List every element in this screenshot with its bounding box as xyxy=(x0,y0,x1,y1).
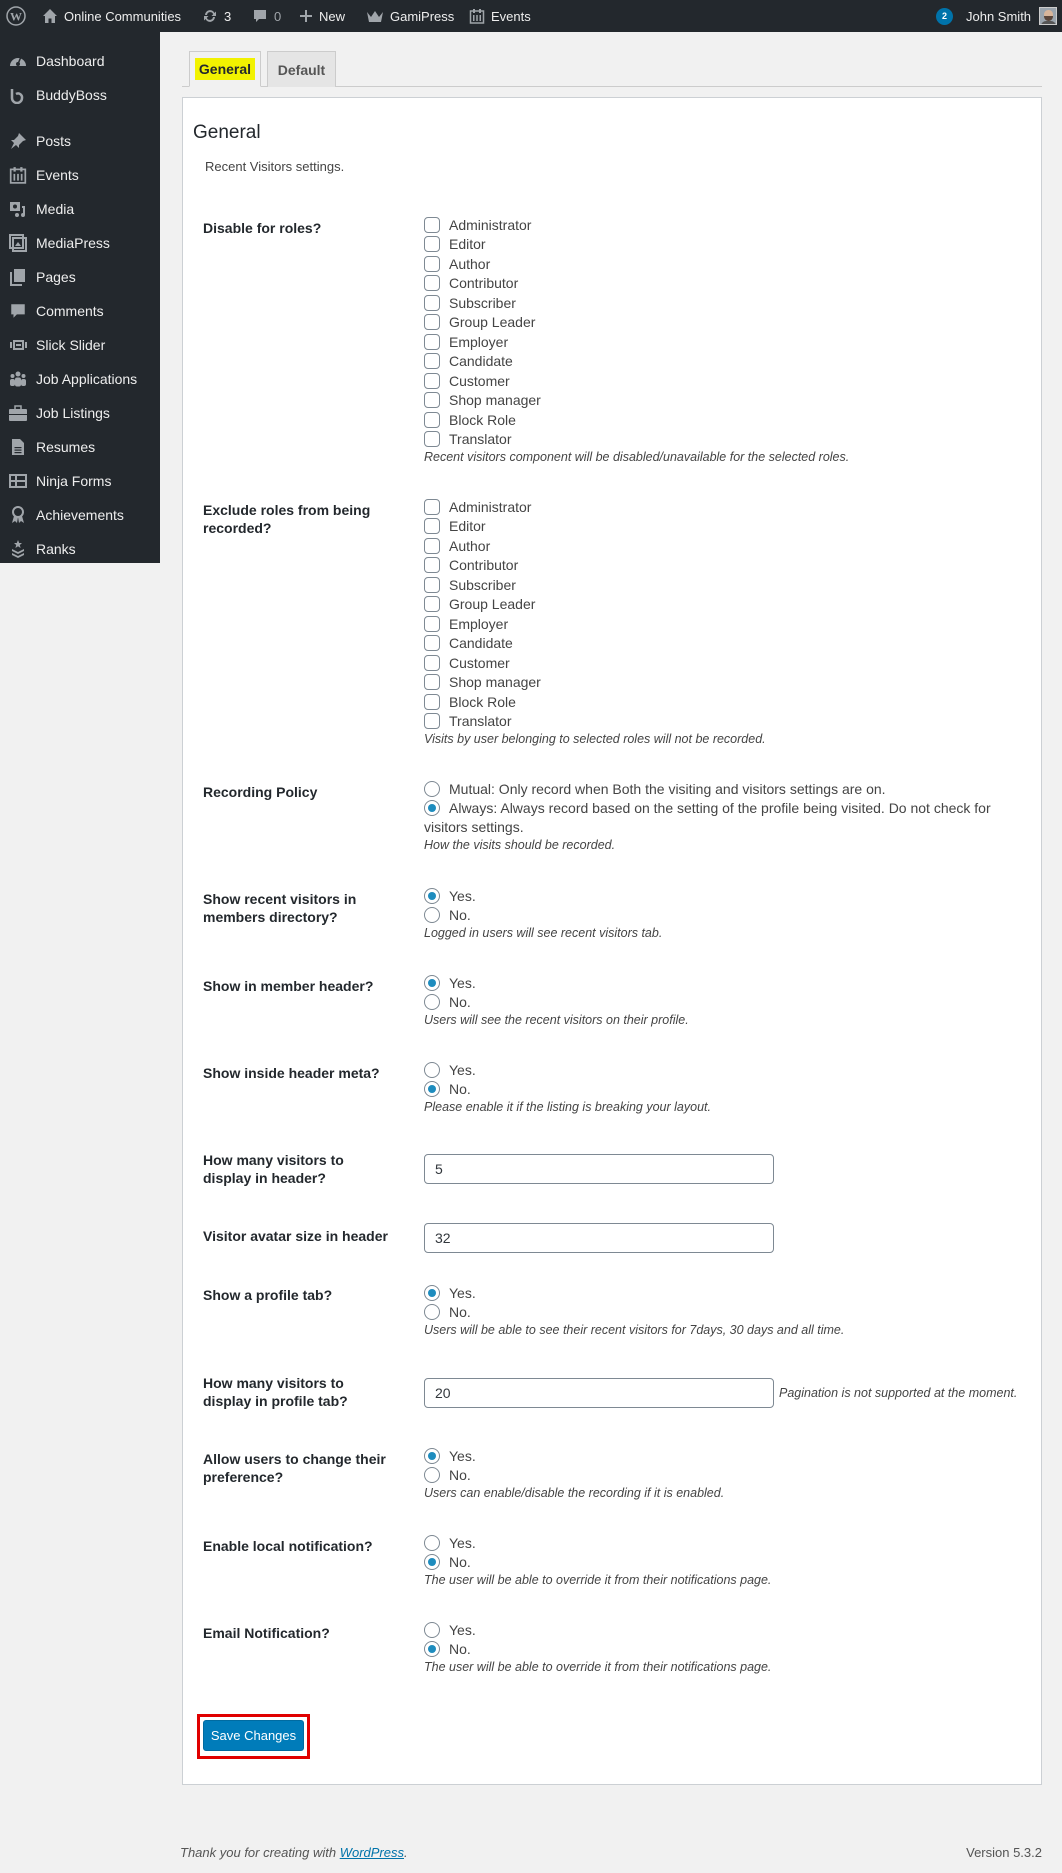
comment-icon xyxy=(252,8,268,24)
show-in-header-label: Show in member header? xyxy=(203,978,374,994)
sidebar-item-resumes[interactable]: Resumes xyxy=(0,430,160,464)
sidebar-item-buddyboss[interactable]: BuddyBoss xyxy=(0,78,160,112)
disable-role-customer[interactable]: Customer xyxy=(424,371,510,390)
tab-default[interactable]: Default xyxy=(267,51,336,87)
sidebar-item-pages[interactable]: Pages xyxy=(0,260,160,294)
exclude-role-administrator[interactable]: Administrator xyxy=(424,497,531,516)
tab-general[interactable]: General xyxy=(189,51,261,87)
radio-button[interactable] xyxy=(424,1535,440,1551)
exclude-role-contributor[interactable]: Contributor xyxy=(424,555,518,574)
dashboard-icon xyxy=(0,52,36,70)
exclude-role-customer[interactable]: Customer xyxy=(424,653,510,672)
checkbox[interactable] xyxy=(424,373,440,389)
show-header-meta-description: Please enable it if the listing is breaking your layout. xyxy=(424,1100,711,1114)
email-notification-description: The user will be able to override it from their notifications page. xyxy=(424,1660,772,1674)
checkbox[interactable] xyxy=(424,431,440,447)
gallery-icon xyxy=(0,234,36,252)
show-in-directory-label: Show recent visitors in members directory? xyxy=(203,891,357,925)
checkbox[interactable] xyxy=(424,314,440,330)
wordpress-logo-button[interactable] xyxy=(6,0,26,32)
footer-thanks: Thank you for creating with WordPress. xyxy=(180,1845,408,1860)
rank-icon xyxy=(0,540,36,558)
sidebar-item-mediapress[interactable]: MediaPress xyxy=(0,226,160,260)
profile-count-input[interactable]: 20 xyxy=(424,1378,774,1408)
events-link[interactable]: Events xyxy=(469,0,531,32)
site-name-link[interactable]: Online Communities xyxy=(42,0,181,32)
checkbox[interactable] xyxy=(424,412,440,428)
crown-icon xyxy=(366,9,384,23)
section-description: Recent Visitors settings. xyxy=(205,159,345,174)
show-in-header-yes[interactable]: Yes. xyxy=(424,973,476,992)
settings-panel xyxy=(182,97,1042,1785)
radio-button[interactable] xyxy=(424,907,440,923)
exclude-role-employer[interactable]: Employer xyxy=(424,614,508,633)
profile-tab-yes[interactable]: Yes. xyxy=(424,1283,476,1302)
checkbox[interactable] xyxy=(424,392,440,408)
new-content-link[interactable]: New xyxy=(299,0,345,32)
radio-button[interactable] xyxy=(424,1081,440,1097)
allow-preference-no[interactable]: No. xyxy=(424,1465,471,1484)
exclude-roles-description: Visits by user belonging to selected roles will not be recorded. xyxy=(424,732,766,746)
recording-policy-always-continued: visitors settings. xyxy=(424,819,524,835)
disable-role-translator[interactable]: Translator xyxy=(424,429,512,448)
forms-icon xyxy=(0,473,36,489)
user-avatar xyxy=(1039,7,1057,25)
allow-preference-label: Allow users to change their preference? xyxy=(203,1451,386,1485)
sidebar-item-comments[interactable]: Comments xyxy=(0,294,160,328)
buddyboss-icon xyxy=(0,86,36,104)
comments-link[interactable]: 0 xyxy=(252,0,281,32)
exclude-role-shop-manager[interactable]: Shop manager xyxy=(424,672,541,691)
avatar-size-label: Visitor avatar size in header xyxy=(203,1228,388,1244)
pages-icon xyxy=(0,268,36,286)
checkbox[interactable] xyxy=(424,713,440,729)
disable-role-subscriber[interactable]: Subscriber xyxy=(424,293,516,312)
exclude-role-subscriber[interactable]: Subscriber xyxy=(424,575,516,594)
disable-role-group-leader[interactable]: Group Leader xyxy=(424,312,535,331)
radio-button[interactable] xyxy=(424,781,440,797)
local-notification-no[interactable]: No. xyxy=(424,1552,471,1571)
footer-version: Version 5.3.2 xyxy=(966,1845,1042,1860)
media-icon xyxy=(0,200,36,218)
allow-preference-description: Users can enable/disable the recording if it is enabled. xyxy=(424,1486,725,1500)
sidebar-item-job-listings[interactable]: Job Listings xyxy=(0,396,160,430)
radio-button[interactable] xyxy=(424,1304,440,1320)
radio-button[interactable] xyxy=(424,975,440,991)
show-in-header-no[interactable]: No. xyxy=(424,992,471,1011)
radio-button[interactable] xyxy=(424,888,440,904)
checkbox[interactable] xyxy=(424,295,440,311)
radio-button[interactable] xyxy=(424,1641,440,1657)
radio-button[interactable] xyxy=(424,800,440,816)
gamipress-link[interactable]: GamiPress xyxy=(366,0,454,32)
recording-policy-mutual[interactable]: Mutual: Only record when Both the visiting and visitors settings are on. xyxy=(424,779,886,798)
radio-button[interactable] xyxy=(424,1448,440,1464)
disable-roles-description: Recent visitors component will be disabled/unavailable for the selected roles. xyxy=(424,450,850,464)
recording-policy-description: How the visits should be recorded. xyxy=(424,838,616,852)
notifications-badge[interactable]: 2 xyxy=(936,0,953,32)
radio-button[interactable] xyxy=(424,1062,440,1078)
radio-button[interactable] xyxy=(424,1467,440,1483)
disable-role-candidate[interactable]: Candidate xyxy=(424,351,513,370)
disable-role-administrator[interactable]: Administrator xyxy=(424,215,531,234)
header-count-label: How many visitors to display in header? xyxy=(203,1152,344,1186)
updates-link[interactable]: 3 xyxy=(202,0,231,32)
wordpress-icon xyxy=(6,6,26,26)
section-title: General xyxy=(193,122,261,143)
profile-tab-description: Users will be able to see their recent visitors for 7days, 30 days and all time. xyxy=(424,1323,845,1337)
show-in-directory-yes[interactable]: Yes. xyxy=(424,886,476,905)
disable-roles-label: Disable for roles? xyxy=(203,220,322,236)
checkbox[interactable] xyxy=(424,674,440,690)
groups-icon xyxy=(0,370,36,388)
profile-count-note: Pagination is not supported at the moment. xyxy=(779,1386,1018,1400)
exclude-roles-label: Exclude roles from being recorded? xyxy=(203,502,371,536)
calendar-icon xyxy=(469,8,485,24)
exclude-role-editor[interactable]: Editor xyxy=(424,516,486,535)
exclude-role-group-leader[interactable]: Group Leader xyxy=(424,594,535,613)
checkbox[interactable] xyxy=(424,557,440,573)
recording-policy-label: Recording Policy xyxy=(203,784,318,800)
exclude-role-author[interactable]: Author xyxy=(424,536,490,555)
calendar-icon xyxy=(0,166,36,184)
exclude-role-translator[interactable]: Translator xyxy=(424,711,512,730)
show-in-directory-no[interactable]: No. xyxy=(424,905,471,924)
disable-role-block-role[interactable]: Block Role xyxy=(424,410,516,429)
show-header-meta-no[interactable]: No. xyxy=(424,1079,471,1098)
checkbox[interactable] xyxy=(424,236,440,252)
exclude-role-candidate[interactable]: Candidate xyxy=(424,633,513,652)
show-in-directory-description: Logged in users will see recent visitors tab. xyxy=(424,926,663,940)
sidebar-item-ninja-forms[interactable]: Ninja Forms xyxy=(0,464,160,498)
checkbox[interactable] xyxy=(424,334,440,350)
checkbox[interactable] xyxy=(424,275,440,291)
checkbox[interactable] xyxy=(424,616,440,632)
checkbox[interactable] xyxy=(424,217,440,233)
svg-text:W: W xyxy=(10,9,22,24)
disable-role-employer[interactable]: Employer xyxy=(424,332,508,351)
comment-icon xyxy=(0,302,36,320)
radio-button[interactable] xyxy=(424,1285,440,1301)
local-notification-description: The user will be able to override it from their notifications page. xyxy=(424,1573,772,1587)
admin-sidebar xyxy=(0,32,160,563)
refresh-icon xyxy=(202,8,218,24)
profile-tab-no[interactable]: No. xyxy=(424,1302,471,1321)
plus-icon xyxy=(299,9,313,23)
document-icon xyxy=(0,438,36,456)
sidebar-item-slick-slider[interactable]: Slick Slider xyxy=(0,328,160,362)
radio-button[interactable] xyxy=(424,994,440,1010)
checkbox[interactable] xyxy=(424,499,440,515)
home-icon xyxy=(42,8,58,24)
show-header-meta-yes[interactable]: Yes. xyxy=(424,1060,476,1079)
show-in-header-description: Users will see the recent visitors on their profile. xyxy=(424,1013,689,1027)
checkbox[interactable] xyxy=(424,655,440,671)
local-notification-label: Enable local notification? xyxy=(203,1538,373,1554)
disable-role-shop-manager[interactable]: Shop manager xyxy=(424,390,541,409)
sidebar-item-ranks[interactable]: Ranks xyxy=(0,532,160,566)
avatar-size-input[interactable]: 32 xyxy=(424,1223,774,1253)
sidebar-item-job-applications[interactable]: Job Applications xyxy=(0,362,160,396)
checkbox[interactable] xyxy=(424,596,440,612)
radio-button[interactable] xyxy=(424,1554,440,1570)
save-changes-button[interactable]: Save Changes xyxy=(203,1720,304,1751)
recording-policy-always[interactable]: Always: Always record based on the setting of the profile being visited. Do not check for xyxy=(424,798,991,817)
checkbox[interactable] xyxy=(424,694,440,710)
checkbox[interactable] xyxy=(424,353,440,369)
checkbox[interactable] xyxy=(424,538,440,554)
pin-icon xyxy=(0,132,36,150)
checkbox[interactable] xyxy=(424,577,440,593)
email-notification-label: Email Notification? xyxy=(203,1625,330,1641)
checkbox[interactable] xyxy=(424,635,440,651)
user-account-menu[interactable]: John Smith xyxy=(966,0,1057,32)
show-header-meta-label: Show inside header meta? xyxy=(203,1065,380,1081)
allow-preference-yes[interactable]: Yes. xyxy=(424,1446,476,1465)
email-notification-no[interactable]: No. xyxy=(424,1639,471,1658)
sidebar-item-achievements[interactable]: Achievements xyxy=(0,498,160,532)
wordpress-link[interactable]: WordPress xyxy=(339,1845,404,1860)
profile-tab-label: Show a profile tab? xyxy=(203,1287,333,1303)
header-count-input[interactable]: 5 xyxy=(424,1154,774,1184)
checkbox[interactable] xyxy=(424,518,440,534)
briefcase-icon xyxy=(0,404,36,422)
checkbox[interactable] xyxy=(424,256,440,272)
sidebar-item-media[interactable]: Media xyxy=(0,192,160,226)
radio-button[interactable] xyxy=(424,1622,440,1638)
slider-icon xyxy=(0,336,36,354)
disable-role-contributor[interactable]: Contributor xyxy=(424,273,518,292)
sidebar-item-posts[interactable]: Posts xyxy=(0,124,160,158)
sidebar-item-events[interactable]: Events xyxy=(0,158,160,192)
award-icon xyxy=(0,506,36,524)
email-notification-yes[interactable]: Yes. xyxy=(424,1620,476,1639)
admin-bar xyxy=(0,0,1062,32)
disable-role-editor[interactable]: Editor xyxy=(424,234,486,253)
disable-role-author[interactable]: Author xyxy=(424,254,490,273)
exclude-role-block-role[interactable]: Block Role xyxy=(424,692,516,711)
profile-count-label: How many visitors to display in profile tab? xyxy=(203,1375,348,1409)
local-notification-yes[interactable]: Yes. xyxy=(424,1533,476,1552)
sidebar-item-dashboard[interactable]: Dashboard xyxy=(0,44,160,78)
